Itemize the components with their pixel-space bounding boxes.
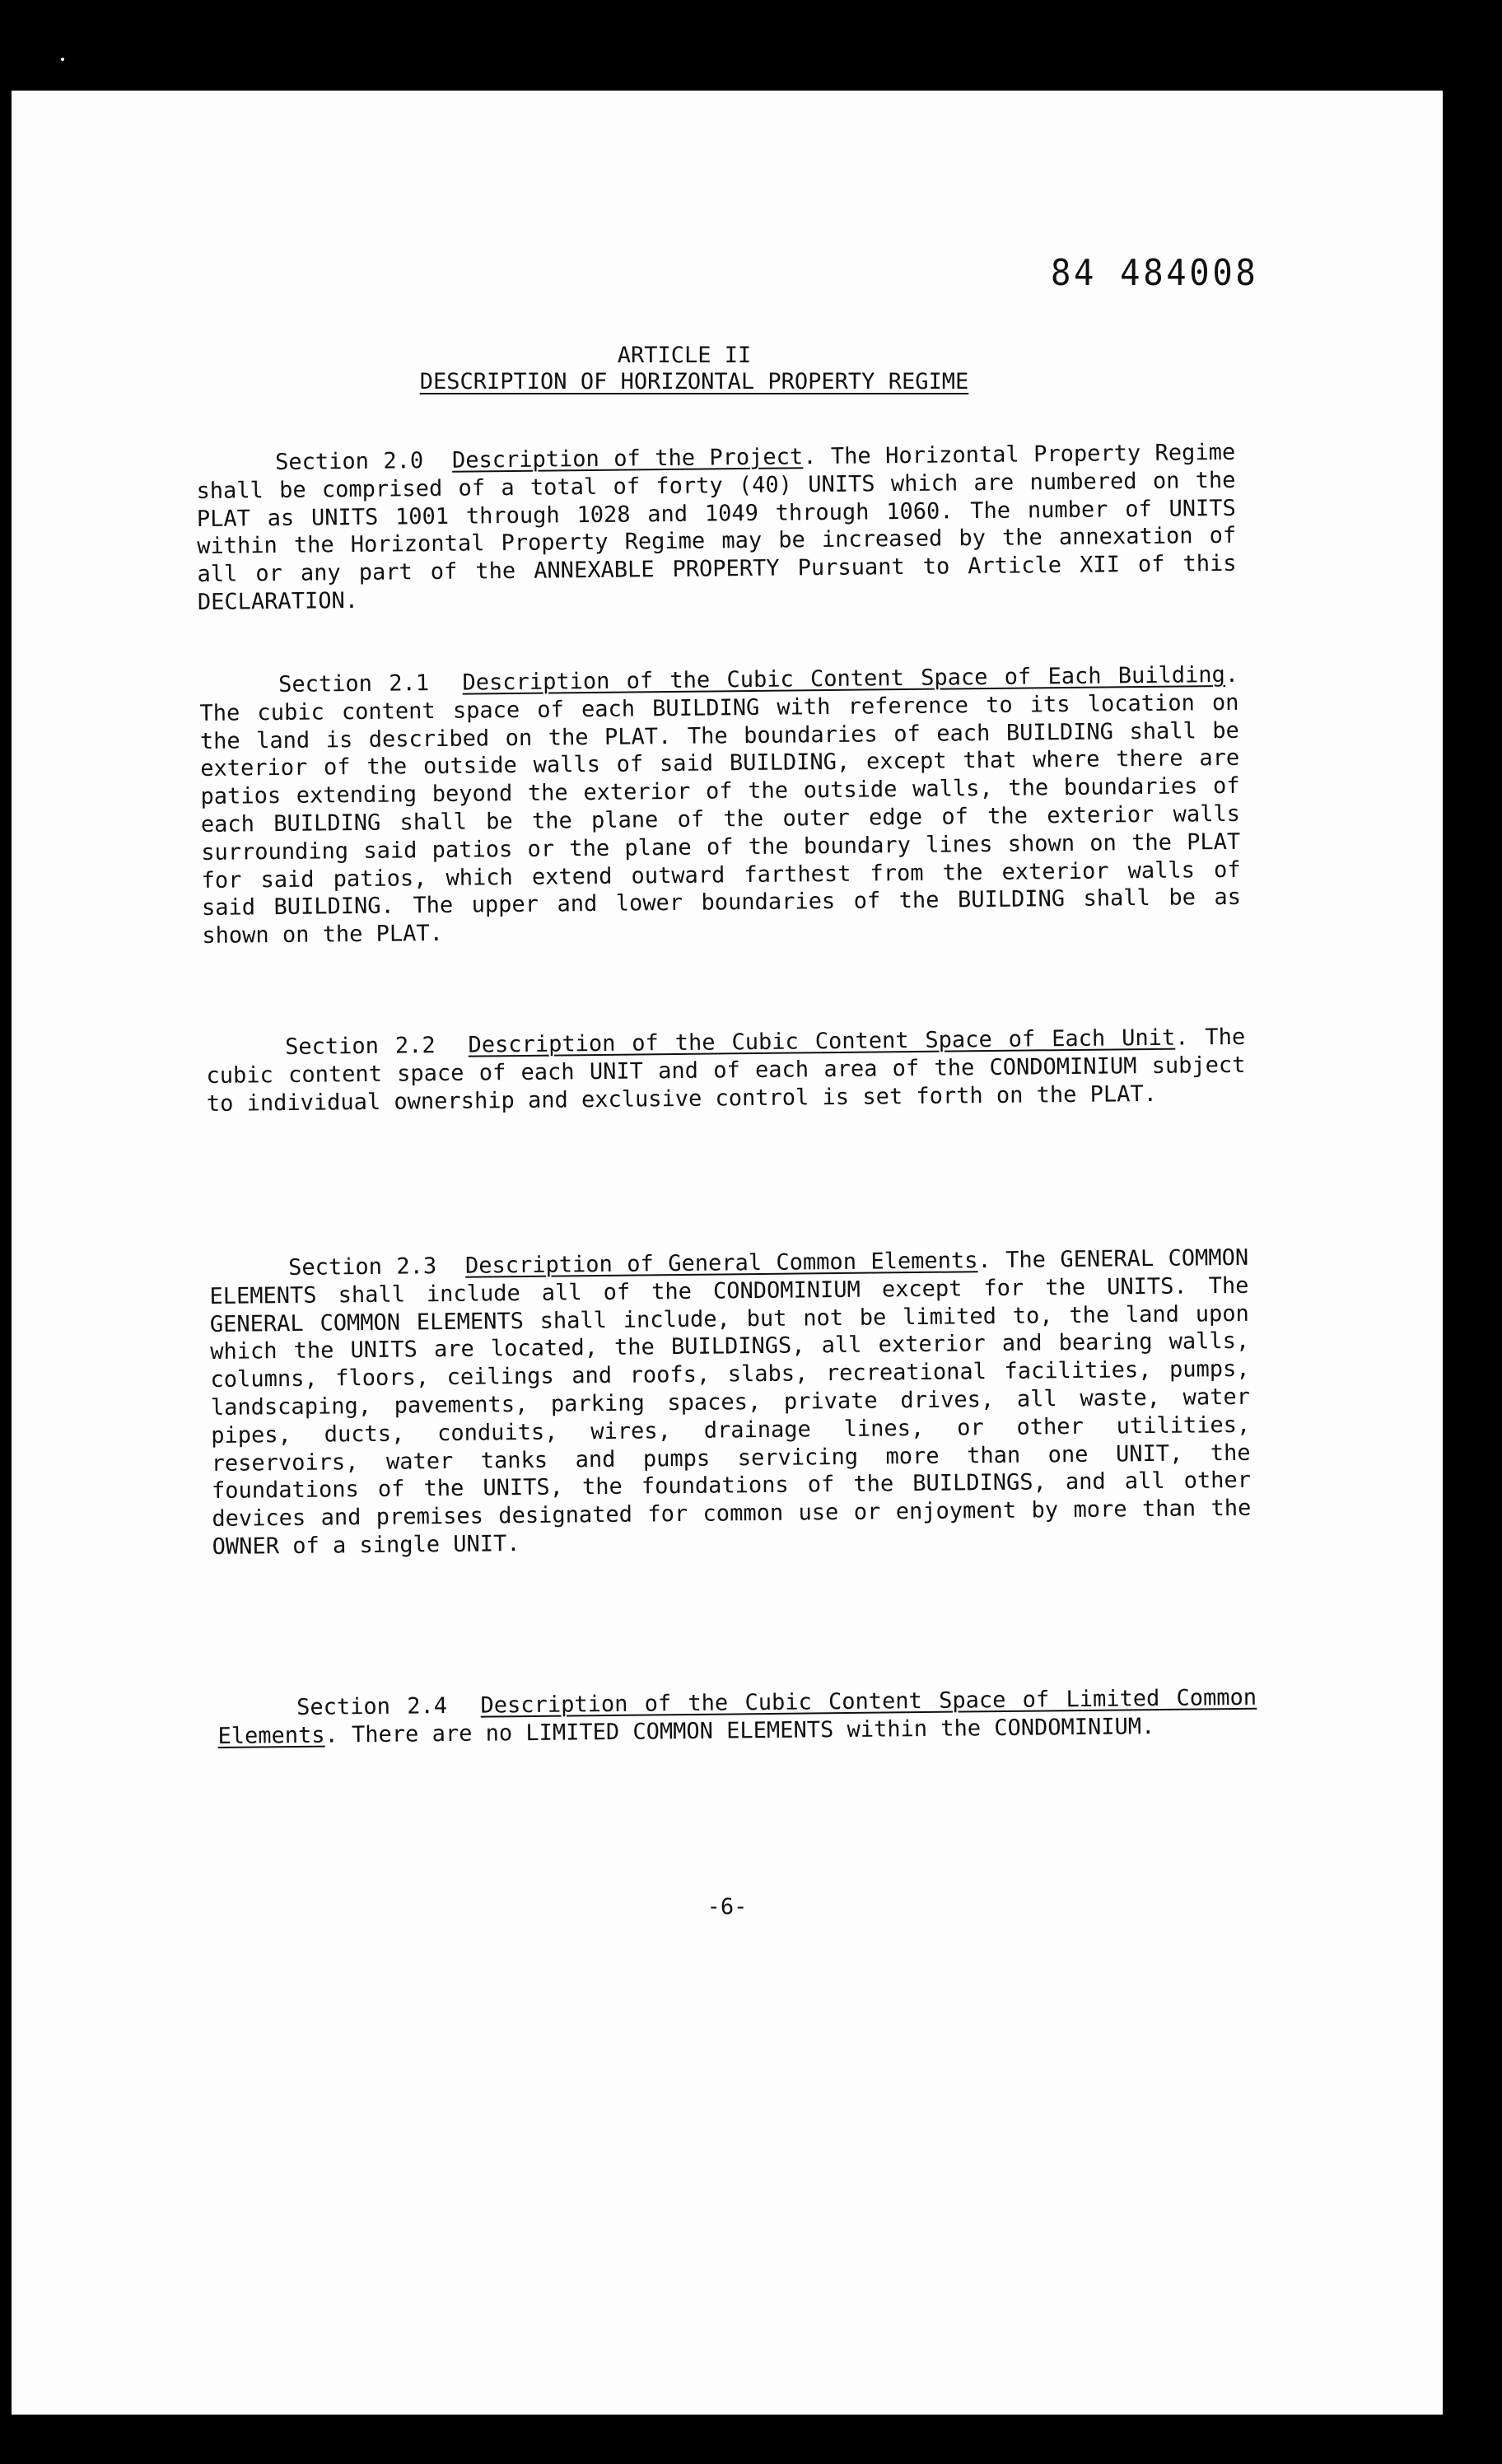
section-body: . The Horizontal Property Regime shall be comprised of a total of forty (40) UNITS which are numbered on the PLAT as UNITS 1001 through 1028 and 1049 through 1060. The number of UNITS within the Horizontal Property Regime may be increased by the annexation of all or any part of the ANNEXABLE PROPERTY Pursuant to Article XII of this DECLARATION. xyxy=(196,439,1237,615)
section-label: Section 2.3 xyxy=(288,1253,437,1281)
section-body: . There are no LIMITED COMMON ELEMENTS within the CONDOMINIUM. xyxy=(324,1713,1155,1748)
section-label: Section 2.1 xyxy=(278,670,430,698)
document-number: 84 484008 xyxy=(1051,252,1259,294)
scan-speck xyxy=(61,58,64,61)
section-body: . The cubic content space of each UNIT and of each area of the CONDOMINIUM subject to individual ownership and exclusive control is set forth on the PLAT. xyxy=(206,1024,1246,1117)
article-title-text: DESCRIPTION OF HORIZONTAL PROPERTY REGIME xyxy=(419,369,969,394)
section-label: Section 2.2 xyxy=(285,1033,436,1060)
section-2-1 xyxy=(199,661,1241,950)
section-title: Description of the Project xyxy=(451,444,804,474)
section-title: Description of the Cubic Content Space of Each Building xyxy=(462,661,1226,696)
section-label: Section 2.4 xyxy=(296,1693,448,1720)
section-2-0 xyxy=(196,439,1237,617)
section-label: Section 2.0 xyxy=(275,448,424,475)
section-title: Description of General Common Elements xyxy=(464,1248,978,1279)
document-page xyxy=(12,91,1443,2415)
section-2-2 xyxy=(206,1024,1246,1118)
article-title xyxy=(0,369,1410,394)
page-number: -6- xyxy=(707,1894,748,1920)
section-2-4 xyxy=(217,1684,1257,1751)
section-2-3 xyxy=(209,1244,1252,1561)
section-title: Description of the Cubic Content Space of Limited Common Elements xyxy=(217,1684,1257,1749)
section-title: Description of the Cubic Content Space of Each Unit xyxy=(468,1024,1176,1058)
section-body: . The GENERAL COMMON ELEMENTS shall include all of the CONDOMINIUM except for the UNITS. The GENERAL COMMON ELEMENTS shall include, but not be limited to, the land upon which the UNITS are located, the BUILDINGS, all exterior and bearing walls, columns, floors, ceilings and roofs, slabs, recreational facilities, pumps, landscaping, pavements, parking spaces, private drives, all waste, water pipes, ducts, conduits, wires, drainage lines, or other utilities, reservoirs, water tanks and pumps servicing more than one UNIT, the foundations of the UNITS, the foundations of the BUILDINGS, and all other devices and premises designated for common use or enjoyment by more than the OWNER of a single UNIT. xyxy=(209,1244,1252,1560)
article-heading: ARTICLE II xyxy=(617,343,752,368)
section-body: . The cubic content space of each BUILDING with reference to its location on the land is described on the PLAT. The boundaries of each BUILDING shall be exterior of the outside walls of said BUILDING, except that where there are patios extending beyond the exterior of the outside walls, the boundaries of each BUILDING shall be the plane of the outer edge of the exterior walls surrounding said patios or the plane of the boundary lines shown on the PLAT for said patios, which extend outward farthest from the exterior walls of said BUILDING. The upper and lower boundaries of the BUILDING shall be as shown on the PLAT. xyxy=(199,661,1242,950)
